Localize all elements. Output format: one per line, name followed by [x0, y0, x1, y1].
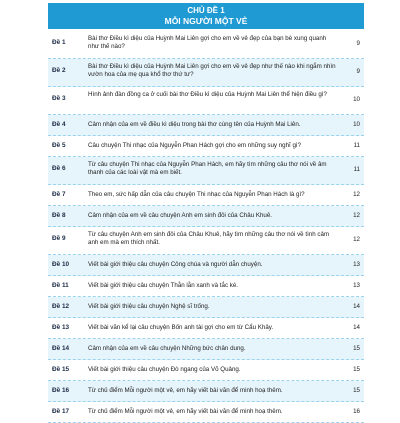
- page-number: 14: [353, 324, 360, 331]
- page-number: 14: [353, 303, 360, 310]
- topic-row: [48, 185, 364, 206]
- page-number: 9: [356, 68, 360, 75]
- topic-text: Viết bài văn kể lại câu chuyện Bốn anh tài gợi cho em từ Cẩu Khây.: [88, 324, 274, 331]
- topic-text: Viết bài giới thiệu câu chuyện Đò ngang của Võ Quảng.: [88, 366, 241, 373]
- page-number: 12: [353, 236, 360, 243]
- topic-text: Viết bài giới thiệu câu chuyện Thằn lằn xanh và tắc kè.: [88, 282, 239, 289]
- topic-row: [48, 297, 364, 318]
- topic-number: Đề 11: [52, 282, 69, 289]
- topic-row: [48, 276, 364, 297]
- page-number: 16: [353, 408, 360, 415]
- topic-number: Đề 15: [52, 366, 70, 373]
- topic-list: [48, 31, 364, 423]
- topic-number: Đề 9: [52, 235, 66, 242]
- page-number: 13: [353, 282, 360, 289]
- topic-number: Đề 6: [52, 165, 66, 172]
- topic-text: Hình ảnh đàn đồng ca ở cuối bài thơ Điều kì diệu của Huỳnh Mai Liên thể hiện điều gì?: [88, 91, 327, 98]
- topic-row: [48, 255, 364, 276]
- topic-number: Đề 16: [52, 387, 70, 394]
- topic-row: [48, 87, 364, 115]
- topic-number: Đề 5: [52, 142, 66, 149]
- topic-text: Cảm nhận của em về câu chuyện Anh em sinh đôi của Châu Khuê.: [88, 212, 273, 219]
- page-number: 9: [356, 40, 360, 47]
- topic-text: Bài thơ Điều kì diệu của Huỳnh Mai Liên gợi cho em về vẻ đẹp như thế nào khi ngắm nhìn vườn hoa của mẹ qua khổ thơ thứ tư?: [88, 63, 336, 78]
- topic-number: Đề 12: [52, 303, 70, 310]
- topic-number: Đề 4: [52, 121, 66, 128]
- topic-number: Đề 17: [52, 408, 70, 415]
- topic-number: Đề 2: [52, 67, 66, 74]
- page-number: 13: [353, 261, 360, 268]
- topic-text: Cảm nhận của em về câu chuyện Những bức chân dung.: [88, 345, 246, 352]
- chapter-title: CHỦ ĐỀ 1: [187, 6, 225, 15]
- topic-text: Từ câu chuyện Thi nhạc của Nguyễn Phan Hách, em hãy tìm những câu thơ nói về âm thanh của các loài vật mà em biết.: [88, 161, 327, 176]
- topic-row: [48, 206, 364, 227]
- topic-text: Từ chủ điểm Mỗi người một vẻ, em hãy viết bài văn để minh hoạ thêm.: [88, 387, 283, 394]
- topic-row: [48, 360, 364, 381]
- topic-row: [48, 381, 364, 402]
- topic-text: Từ câu chuyện Anh em sinh đôi của Châu Khuê, hãy tìm những câu thơ nói về tình cảm anh em mà em thích nhất.: [88, 231, 330, 246]
- topic-row: [48, 157, 364, 185]
- topic-number: Đề 1: [52, 39, 66, 46]
- topic-row: [48, 402, 364, 423]
- topic-number: Đề 14: [52, 345, 70, 352]
- page-number: 11: [353, 142, 360, 149]
- page-number: 10: [353, 96, 360, 103]
- topic-text: Theo em, sức hấp dẫn của câu chuyện Thi nhạc của Nguyễn Phan Hách là gì?: [88, 191, 305, 198]
- topic-text: Từ chủ điểm Mỗi người một vẻ, em hãy viết bài văn để minh hoạ thêm.: [88, 408, 283, 415]
- topic-text: Viết bài giới thiệu câu chuyện Nghệ sĩ trống.: [88, 303, 210, 310]
- topic-row: [48, 227, 364, 255]
- page-number: 15: [353, 366, 360, 373]
- topic-text: Câu chuyện Thi nhạc của Nguyễn Phan Hách gợi cho em những suy nghĩ gì?: [88, 142, 302, 149]
- chapter-subtitle: MỖI NGƯỜI MỘT VẺ: [164, 16, 248, 26]
- page-number: 12: [353, 212, 360, 219]
- topic-number: Đề 7: [52, 191, 66, 198]
- topic-text: Bài thơ Điều kì diệu của Huỳnh Mai Liên gợi cho em về vẻ đẹp của bạn bè xung quanh như thế nào?: [88, 35, 327, 50]
- topic-row: [48, 115, 364, 136]
- chapter-header: [48, 3, 364, 29]
- page-number: 15: [353, 345, 360, 352]
- topic-number: Đề 8: [52, 212, 66, 219]
- topic-row: [48, 31, 364, 59]
- topic-row: [48, 59, 364, 87]
- topic-row: [48, 339, 364, 360]
- topic-number: Đề 13: [52, 324, 70, 331]
- page-number: 15: [353, 387, 360, 394]
- topic-row: [48, 318, 364, 339]
- topic-number: Đề 3: [52, 95, 66, 102]
- topic-text: Cảm nhận của em về điều kì diệu trong bài thơ cùng tên của Huỳnh Mai Liên.: [88, 121, 301, 128]
- topic-row: [48, 136, 364, 157]
- topic-text: Viết bài giới thiệu câu chuyện Công chúa và người dẫn chuyện.: [88, 261, 263, 268]
- topic-number: Đề 10: [52, 261, 70, 268]
- page-number: 10: [353, 121, 360, 128]
- page-number: 12: [353, 191, 360, 198]
- page-number: 11: [353, 166, 360, 173]
